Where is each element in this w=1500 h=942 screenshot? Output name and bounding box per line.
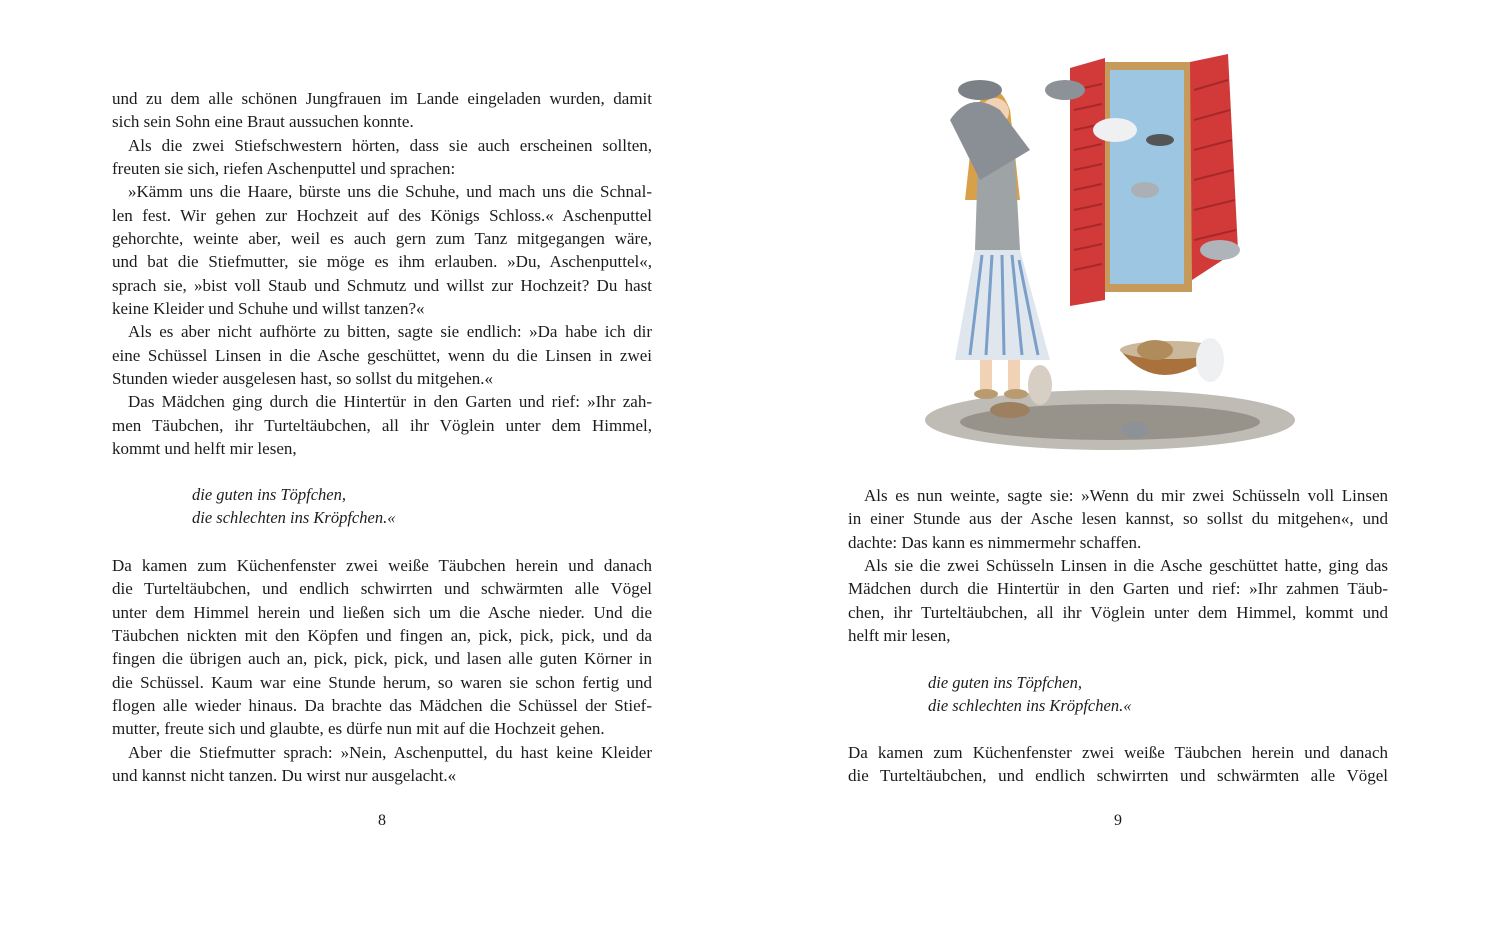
text-line: helft mir lesen, [848, 626, 951, 646]
text-block-top [848, 484, 1388, 647]
paragraph [848, 554, 1388, 647]
text-line: Als es aber nicht aufhörte zu bitten, sagte sie endlich: »Da habe ich dir [128, 322, 652, 342]
paragraph [848, 741, 1388, 788]
verse-line: die guten ins Töpfchen, [928, 673, 1082, 692]
text-line: kommt und helft mir lesen, [112, 439, 297, 459]
paragraph [848, 484, 1388, 554]
text-line: die Turteltäubchen, und endlich schwirrten und schwärmten alle Vögel [848, 766, 1388, 786]
text-line: eine Schüssel Linsen in die Asche geschüttet, wenn du die Linsen in zwei [112, 345, 652, 365]
text-line: »Kämm uns die Haare, bürste uns die Schuhe, und mach uns die Schnal- [128, 182, 652, 202]
text-line: Mädchen durch die Hintertür in den Garten und rief: »Ihr zahmen Täub- [848, 579, 1388, 599]
text-line: freuten sie sich, riefen Aschenputtel und sprachen: [112, 159, 456, 179]
page-number: 9 [1114, 812, 1122, 829]
text-line: flogen alle wieder hinaus. Da brachte das Mädchen die Schüssel der Stief- [112, 696, 652, 716]
text-line: sprach sie, »bist voll Staub und Schmutz und willst zur Hochzeit? Du hast [112, 275, 652, 295]
verse-line: die guten ins Töpfchen, [192, 485, 346, 504]
text-block-bottom [848, 741, 1388, 788]
verse-line: die schlechten ins Kröpfchen.« [928, 696, 1132, 716]
dove [1028, 365, 1052, 405]
dove [1196, 338, 1224, 382]
text-line: unter dem Himmel herein und ließen sich um die Asche nieder. Und die [112, 602, 652, 622]
text-line: Da kamen zum Küchenfenster zwei weiße Täubchen herein und danach [112, 556, 652, 575]
paragraph [112, 390, 652, 460]
text-line: in einer Stunde aus der Asche lesen kannst, so sollst du mitgehen«, und [848, 509, 1388, 529]
text-block-bottom [112, 554, 652, 787]
paragraph [112, 554, 652, 741]
paragraph [112, 87, 652, 134]
text-block-top [112, 87, 652, 461]
dove [1137, 340, 1173, 360]
text-line: len fest. Wir gehen zur Hochzeit auf des Königs Schloss.« Aschenputtel [112, 205, 652, 225]
text-line: Täubchen nickten mit den Köpfen und fingen an, pick, pick, pick, und da [112, 626, 652, 646]
text-line: die Schüssel. Kaum war eine Stunde herum, so waren sie schon fertig und [112, 672, 652, 692]
text-line: Da kamen zum Küchenfenster zwei weiße Täubchen herein und danach [848, 743, 1388, 762]
girl-leg [1008, 360, 1020, 390]
verse-line: die schlechten ins Kröpfchen.« [192, 508, 396, 528]
illustration-girl-with-doves [920, 50, 1310, 460]
paragraph [112, 320, 652, 390]
text-line: Aber die Stiefmutter sprach: »Nein, Aschenputtel, du hast keine Kleider [128, 742, 652, 762]
girl-leg [980, 360, 992, 390]
verse [192, 483, 395, 530]
dove [950, 102, 1030, 180]
text-line: Stunden wieder ausgelesen hast, so sollst du mitgehen.« [112, 369, 494, 389]
text-line: und kannst nicht tanzen. Du wirst nur ausgelacht.« [112, 766, 457, 786]
dove [1146, 134, 1174, 146]
text-line: Das Mädchen ging durch die Hintertür in den Garten und rief: »Ihr zah- [128, 392, 652, 412]
right-page [750, 0, 1500, 942]
text-line: gehorchte, weinte aber, weil es auch gern zum Tanz mitgegangen wäre, [112, 229, 652, 249]
text-line: die Turteltäubchen, und endlich schwirrten und schwärmten alle Vögel [112, 579, 652, 599]
text-line: sich sein Sohn eine Braut aussuchen konnte. [112, 112, 414, 132]
text-line: dachte: Das kann es nimmermehr schaffen. [848, 532, 1142, 552]
text-line: keine Kleider und Schuhe und willst tanzen?« [112, 299, 425, 319]
dove [1131, 182, 1159, 198]
text-line: und bat die Stiefmutter, sie möge es ihm erlauben. »Du, Aschenputtel«, [112, 252, 652, 272]
text-line: Als es nun weinte, sagte sie: »Wenn du mir zwei Schüsseln voll Linsen [864, 486, 1388, 505]
text-line: Als sie die zwei Schüsseln Linsen in die Asche geschüttet hatte, ging das [864, 556, 1388, 576]
dove [1045, 80, 1085, 100]
window-sky [1110, 70, 1184, 284]
dove [1121, 422, 1149, 438]
text-line: mutter, freute sich und glaubte, es dürfe nun mit auf die Hochzeit gehen. [112, 719, 605, 739]
page-number: 8 [378, 812, 386, 829]
text-line: Als die zwei Stiefschwestern hörten, dass sie auch erscheinen sollten, [128, 135, 652, 155]
text-line: fingen die übrigen auch an, pick, pick, pick, und lasen alle guten Körner in [112, 649, 652, 669]
dove [1093, 118, 1137, 142]
dove [958, 80, 1002, 100]
paragraph [112, 180, 652, 320]
paragraph [112, 134, 652, 181]
dove [1200, 240, 1240, 260]
girl-shoe [974, 389, 998, 399]
text-line: und zu dem alle schönen Jungfrauen im Lande eingeladen wurden, damit [112, 89, 652, 108]
girl-shoe [1004, 389, 1028, 399]
text-line: men Täubchen, ihr Turteltäubchen, all ihr Vöglein unter dem Himmel, [112, 415, 652, 435]
text-line: chen, ihr Turteltäubchen, all ihr Vöglein unter dem Himmel, kommt und [848, 602, 1388, 622]
paragraph [112, 741, 652, 788]
verse [928, 671, 1131, 718]
dove [990, 402, 1030, 418]
